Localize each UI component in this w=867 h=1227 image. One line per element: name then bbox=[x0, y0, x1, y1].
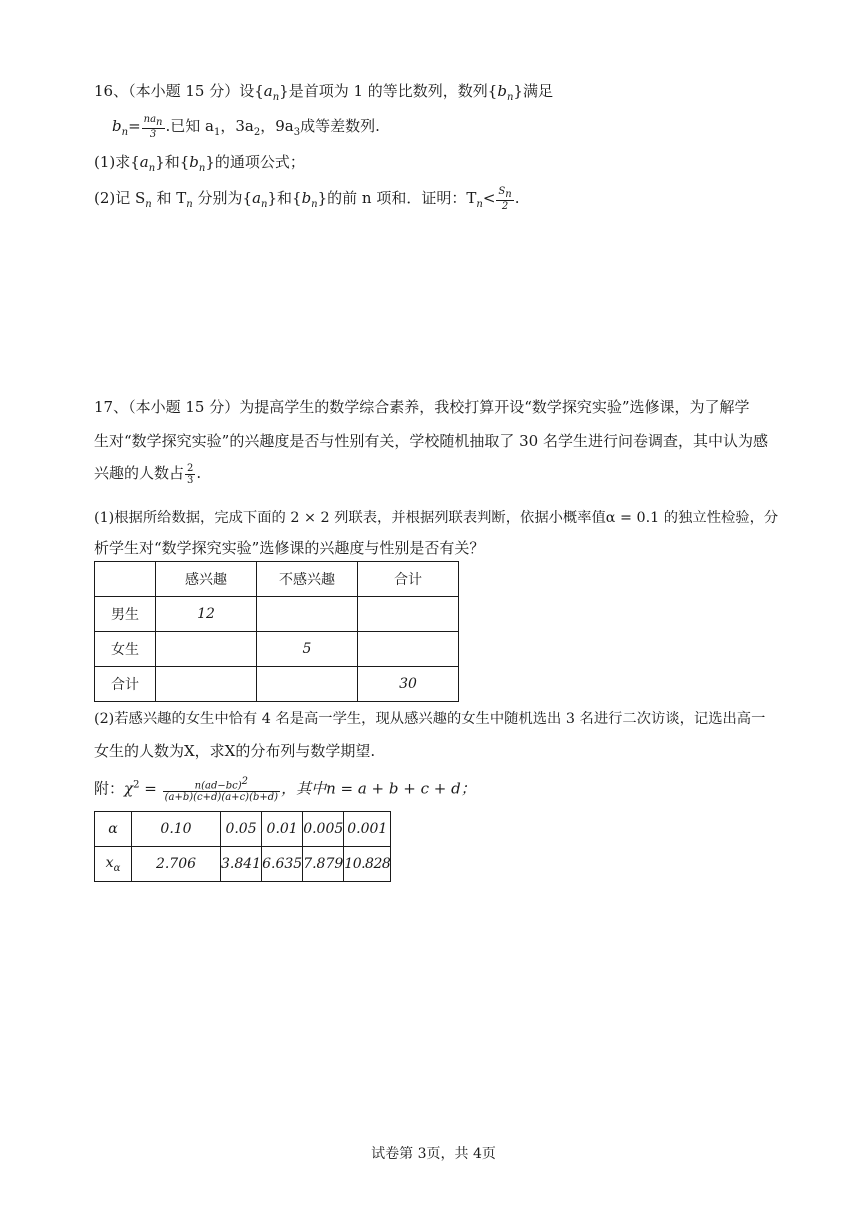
table-cell: 10.828 bbox=[344, 847, 391, 882]
table-row bbox=[95, 667, 459, 702]
table-cell: 0.005 bbox=[303, 812, 344, 847]
q17-part2-line2 bbox=[94, 740, 375, 761]
q16-text: }的前 n 项和．证明：T bbox=[317, 189, 477, 207]
frac-num: 2 bbox=[187, 462, 194, 474]
q17-fraction bbox=[185, 463, 195, 486]
chi-where: ，其中n = a + b + c + d； bbox=[281, 779, 476, 798]
q16-part1 bbox=[94, 151, 305, 174]
q17-line1 bbox=[94, 396, 750, 417]
q17-part1-line2 bbox=[94, 537, 484, 558]
table-cell: 合计 bbox=[358, 562, 459, 597]
q16-text: }满足 bbox=[513, 82, 553, 100]
table-cell: 0.05 bbox=[221, 812, 262, 847]
q16-var: b bbox=[112, 117, 122, 135]
contingency-table bbox=[94, 561, 459, 702]
q17-part2-line1 bbox=[94, 708, 765, 728]
q16-sub: n bbox=[145, 199, 152, 210]
q16-text: ，9a bbox=[260, 117, 294, 135]
appendix-label: 附： bbox=[94, 779, 125, 798]
q17-text: 析学生对“数学探究实验”选修课的兴趣度与性别是否有关？ bbox=[94, 539, 485, 557]
table-cell: 30 bbox=[358, 667, 459, 702]
table-cell bbox=[257, 667, 358, 702]
table-cell bbox=[95, 847, 132, 882]
q16-points: （本小题 15 分） bbox=[128, 82, 240, 100]
q16-part2 bbox=[94, 186, 520, 212]
q16-var: a bbox=[252, 189, 262, 207]
table-cell bbox=[257, 597, 358, 632]
table-row bbox=[95, 632, 459, 667]
table-cell: 5 bbox=[257, 632, 358, 667]
frac-sub: n bbox=[505, 189, 512, 200]
table-cell: 感兴趣 bbox=[156, 562, 257, 597]
table-cell bbox=[156, 632, 257, 667]
table-row bbox=[95, 812, 391, 847]
q16-sub: n bbox=[476, 199, 483, 210]
q16-text: }和{ bbox=[155, 153, 190, 171]
x-alpha-label: x bbox=[105, 854, 114, 871]
q16-sub: n bbox=[506, 92, 514, 103]
q16-lt: < bbox=[482, 189, 496, 207]
frac-den: (a+b)(c+d)(a+c)(b+d) bbox=[164, 792, 279, 804]
q17-text: 兴趣的人数占 bbox=[94, 464, 185, 482]
table-cell: 0.10 bbox=[132, 812, 221, 847]
frac-den: 2 bbox=[501, 201, 509, 212]
q17-text: 女生的人数为X，求X的分布列与数学期望. bbox=[94, 742, 376, 760]
chi-sup: 2 bbox=[133, 779, 140, 791]
q17-part1-line1 bbox=[94, 507, 778, 527]
q16-text: }和{ bbox=[267, 189, 302, 207]
q16-text: 和 T bbox=[151, 189, 187, 207]
frac-num: n(ad−bc) bbox=[194, 780, 242, 792]
q16-line2: $b_n=$ $\frac{na_n}{3}$ .已知 $a_1$，$3a_2$，$9a_3$成等差数列. bbox=[112, 114, 380, 140]
table-cell: 12 bbox=[156, 597, 257, 632]
q17-line3 bbox=[94, 462, 201, 486]
q16-text: 分别为{ bbox=[192, 189, 253, 207]
q16-sub: n bbox=[186, 199, 193, 210]
table-cell: 女生 bbox=[95, 632, 156, 667]
frac-num: na bbox=[143, 114, 157, 125]
table-row bbox=[95, 562, 459, 597]
chi-symbol: χ bbox=[124, 779, 134, 798]
q16-sub: n bbox=[311, 199, 318, 210]
table-row bbox=[95, 597, 459, 632]
frac-den: 3 bbox=[149, 129, 157, 140]
table-cell bbox=[95, 562, 156, 597]
table-cell: 6.635 bbox=[262, 847, 303, 882]
q16-sub: n bbox=[272, 92, 280, 103]
frac-den: 3 bbox=[187, 474, 194, 486]
frac-num: S bbox=[498, 186, 506, 197]
q16-bn-fraction bbox=[142, 114, 165, 140]
table-cell: 不感兴趣 bbox=[257, 562, 358, 597]
q16-sub: n bbox=[148, 163, 156, 174]
q17-number: 17、 bbox=[94, 398, 129, 416]
table-cell: 0.001 bbox=[344, 812, 391, 847]
q16-sub: n bbox=[121, 127, 129, 138]
q17-points: （本小题 15 分） bbox=[128, 398, 240, 416]
q16-sub: n bbox=[198, 163, 206, 174]
table-cell: 2.706 bbox=[132, 847, 221, 882]
q17-text: (2)若感兴趣的女生中恰有 4 名是高一学生，现从感兴趣的女生中随机选出 3 名进行二次访谈，记选出高一 bbox=[94, 711, 766, 727]
q16-text: (1)求{ bbox=[94, 153, 140, 171]
q16-text: }的通项公式； bbox=[205, 153, 305, 171]
table-cell bbox=[358, 632, 459, 667]
q16-text: 设{ bbox=[239, 82, 264, 100]
table-cell: α bbox=[95, 812, 132, 847]
q16-text: .已知 a bbox=[165, 117, 214, 135]
q16-number: 16、 bbox=[94, 82, 129, 100]
q16-text: 成等差数列. bbox=[300, 117, 380, 135]
q16-text: . bbox=[514, 189, 520, 207]
q16-var: b bbox=[301, 189, 312, 207]
q17-line2 bbox=[94, 430, 768, 451]
q16-sn-fraction bbox=[496, 186, 513, 212]
q17-text: 为提高学生的数学综合素养，我校打算开设“数学探究实验”选修课，为了解学 bbox=[239, 398, 750, 416]
critical-value-table bbox=[94, 811, 391, 882]
q16-var: b bbox=[497, 82, 507, 100]
q17-text: (1)根据所给数据，完成下面的 2 × 2 列联表，并根据列联表判断，依据小概率值α = 0.1 的独立性检验，分 bbox=[94, 510, 779, 526]
q16-text: ，3a bbox=[220, 117, 254, 135]
table-cell bbox=[156, 667, 257, 702]
page-footer: 试卷第 3页，共 4页 bbox=[371, 1146, 496, 1162]
frac-sub: n bbox=[156, 117, 163, 128]
table-cell: 合计 bbox=[95, 667, 156, 702]
q16-var: a bbox=[263, 82, 273, 100]
q16-eq: = bbox=[128, 117, 141, 135]
table-cell bbox=[358, 597, 459, 632]
table-cell: 7.879 bbox=[303, 847, 344, 882]
q16-var: b bbox=[189, 153, 199, 171]
chi-fraction bbox=[163, 776, 280, 803]
table-cell: 3.841 bbox=[221, 847, 262, 882]
q16-text: }是首项为 1 的等比数列，数列{ bbox=[279, 82, 498, 100]
frac-sup: 2 bbox=[241, 776, 249, 787]
table-cell: 男生 bbox=[95, 597, 156, 632]
q17-text: . bbox=[196, 464, 202, 482]
q16-line1 bbox=[94, 80, 553, 103]
q17-text: 生对“数学探究实验”的兴趣度是否与性别有关，学校随机抽取了 30 名学生进行问卷调查，其中认为感 bbox=[94, 432, 768, 450]
chi-square-formula bbox=[94, 776, 476, 803]
q16-var: a bbox=[139, 153, 149, 171]
table-row bbox=[95, 847, 391, 882]
table-cell: 0.01 bbox=[262, 812, 303, 847]
chi-eq: = bbox=[139, 779, 162, 798]
q16-text: (2)记 S bbox=[94, 189, 146, 207]
x-alpha-sub: α bbox=[113, 862, 121, 874]
q16-sub: n bbox=[261, 199, 268, 210]
